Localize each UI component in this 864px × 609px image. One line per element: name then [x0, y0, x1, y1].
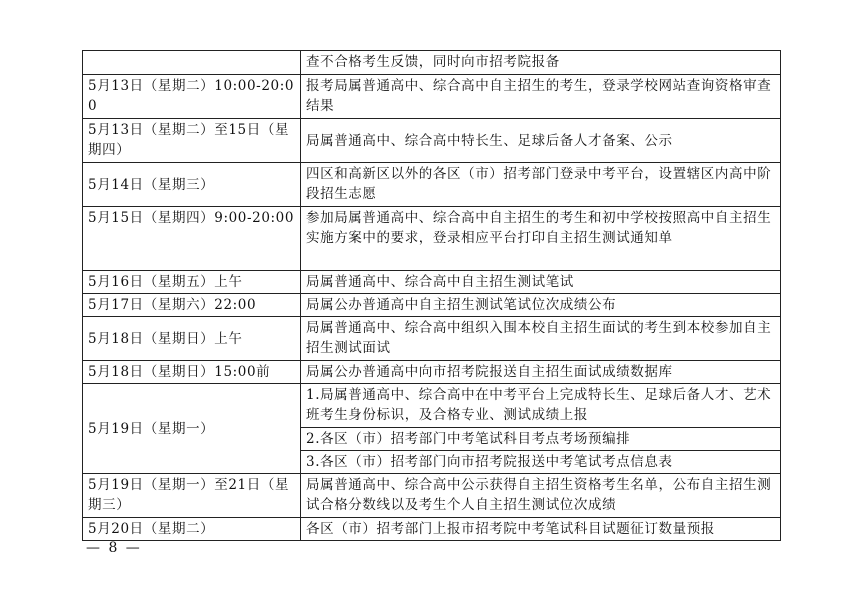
table-row [83, 163, 781, 207]
table-row [83, 518, 781, 541]
time-cell: 5月13日（星期二）至15日（星期四） [83, 119, 301, 163]
time-cell: 5月15日（星期四）9:00-20:00 [83, 207, 301, 271]
item-cell: 1.局属普通高中、综合高中在中考平台上完成特长生、足球后备人才、艺术班考生身份标识，及合格专业、测试成绩上报 [301, 384, 781, 428]
time-cell: 5月17日（星期六）22:00 [83, 294, 301, 317]
item-cell: 局属普通高中、综合高中公示获得自主招生资格考生名单，公布自主招生测试合格分数线以及考生个人自主招生测试位次成绩 [301, 474, 781, 518]
time-cell: 5月19日（星期一） [83, 384, 301, 474]
item-cell: 局属公办普通高中自主招生测试笔试位次成绩公布 [301, 294, 781, 317]
table-row [83, 474, 781, 518]
item-cell: 参加局属普通高中、综合高中自主招生的考生和初中学校按照高中自主招生实施方案中的要求，登录相应平台打印自主招生测试通知单 [301, 207, 781, 271]
time-cell: 5月14日（星期三） [83, 163, 301, 207]
item-cell: 局属公办普通高中向市招考院报送自主招生面试成绩数据库 [301, 361, 781, 384]
time-cell: 5月18日（星期日）15:00前 [83, 361, 301, 384]
table-row [83, 294, 781, 317]
item-cell: 四区和高新区以外的各区（市）招考部门登录中考平台，设置辖区内高中阶段招生志愿 [301, 163, 781, 207]
table-row [83, 271, 781, 294]
time-cell: 5月18日（星期日）上午 [83, 317, 301, 361]
table-row [83, 119, 781, 163]
item-cell: 各区（市）招考部门上报市招考院中考笔试科目试题征订数量预报 [301, 518, 781, 541]
item-cell: 查不合格考生反馈，同时向市招考院报备 [301, 51, 781, 75]
time-cell: 5月19日（星期一）至21日（星期三） [83, 474, 301, 518]
table-row [83, 207, 781, 271]
table-row [83, 317, 781, 361]
page-number: — 8 — [86, 540, 142, 556]
time-cell: 5月20日（星期二） [83, 518, 301, 541]
item-cell: 局属普通高中、综合高中组织入围本校自主招生面试的考生到本校参加自主招生测试面试 [301, 317, 781, 361]
item-cell: 2.各区（市）招考部门中考笔试科目考点考场预编排 [301, 428, 781, 451]
schedule-table [82, 50, 781, 541]
item-cell: 局属普通高中、综合高中自主招生测试笔试 [301, 271, 781, 294]
table-row [83, 51, 781, 75]
item-cell: 3.各区（市）招考部门向市招考院报送中考笔试考点信息表 [301, 451, 781, 474]
table-row [83, 75, 781, 119]
item-cell: 报考局属普通高中、综合高中自主招生的考生，登录学校网站查询资格审查结果 [301, 75, 781, 119]
time-cell [83, 51, 301, 75]
table-row [83, 361, 781, 384]
table-row [83, 384, 781, 428]
time-cell: 5月16日（星期五）上午 [83, 271, 301, 294]
time-cell: 5月13日（星期二）10:00-20:00 [83, 75, 301, 119]
item-cell: 局属普通高中、综合高中特长生、足球后备人才备案、公示 [301, 119, 781, 163]
